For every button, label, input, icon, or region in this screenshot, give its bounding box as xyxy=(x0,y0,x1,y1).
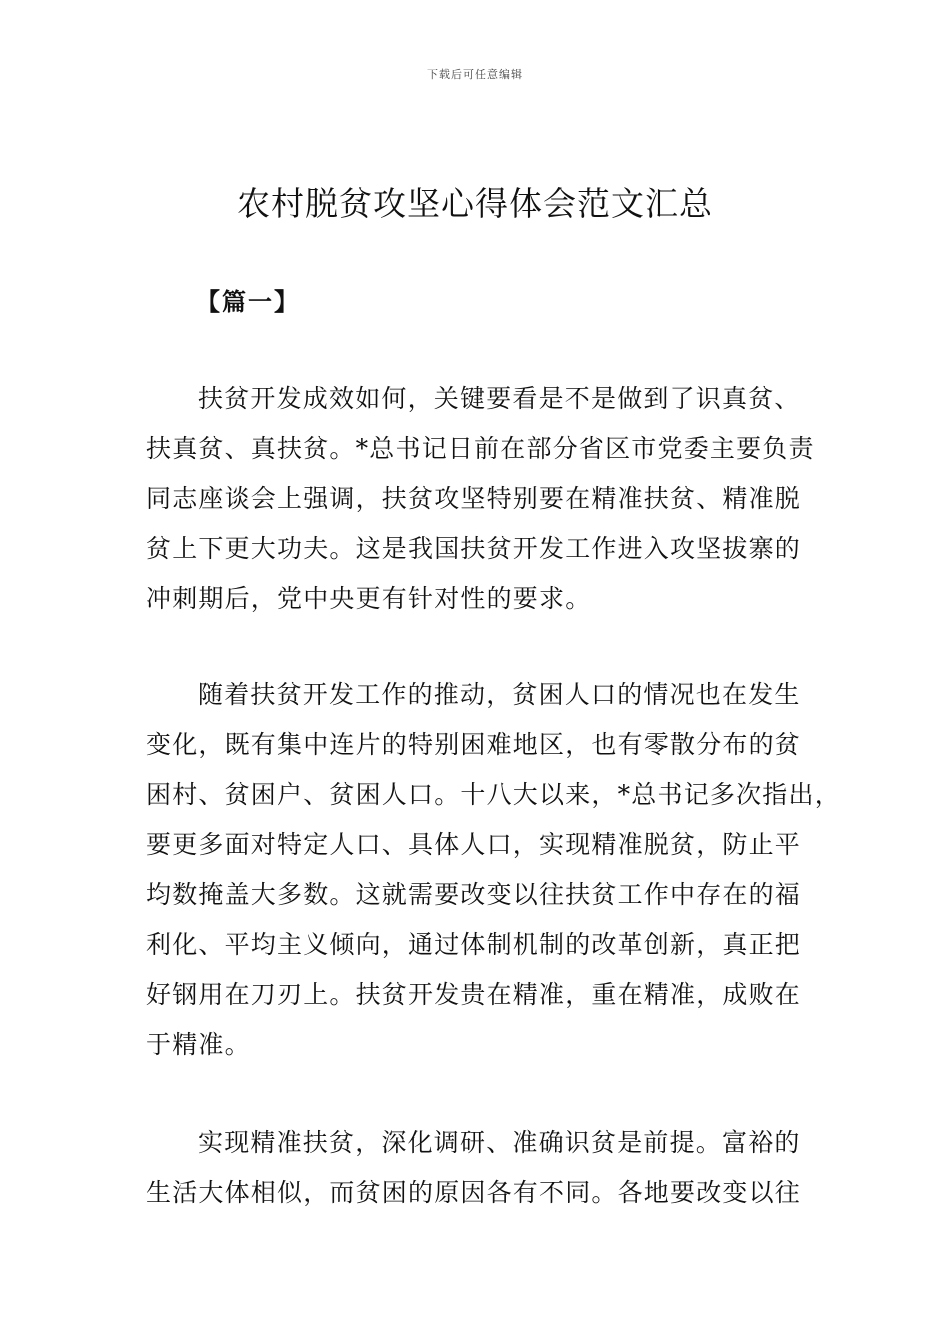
paragraph-line: 随着扶贫开发工作的推动，贫困人口的情况也在发生 xyxy=(198,680,801,709)
paragraph-line: 贫上下更大功夫。这是我国扶贫开发工作进入攻坚拔寨的 xyxy=(146,534,802,563)
paragraph-line: 于精准。 xyxy=(146,1030,251,1059)
paragraph-line: 利化、平均主义倾向，通过体制机制的改革创新，真正把 xyxy=(146,930,802,959)
paragraph-1 xyxy=(146,374,815,624)
paragraph-2 xyxy=(146,670,841,1070)
paragraph-line: 困村、贫困户、贫困人口。十八大以来，*总书记多次指出， xyxy=(146,780,841,809)
paragraph-line: 生活大体相似，而贫困的原因各有不同。各地要改变以往 xyxy=(146,1178,802,1207)
paragraph-3 xyxy=(146,1118,810,1218)
header-note: 下载后可任意编辑 xyxy=(427,68,523,81)
section-label: 【篇一】 xyxy=(196,287,300,316)
paragraph-line: 实现精准扶贫，深化调研、准确识贫是前提。富裕的 xyxy=(198,1128,801,1157)
paragraph-line: 扶贫开发成效如何，关键要看是不是做到了识真贫、 xyxy=(198,384,801,413)
paragraph-line: 冲刺期后，党中央更有针对性的要求。 xyxy=(146,584,592,613)
paragraph-line: 扶真贫、真扶贫。*总书记日前在部分省区市党委主要负责 xyxy=(146,434,815,463)
paragraph-line: 要更多面对特定人口、具体人口，实现精准脱贫，防止平 xyxy=(146,830,802,859)
paragraph-line: 变化，既有集中连片的特别困难地区，也有零散分布的贫 xyxy=(146,730,802,759)
paragraph-line: 均数掩盖大多数。这就需要改变以往扶贫工作中存在的福 xyxy=(146,880,802,909)
document-title: 农村脱贫攻坚心得体会范文汇总 xyxy=(237,184,713,223)
paragraph-line: 同志座谈会上强调，扶贫攻坚特别要在精准扶贫、精准脱 xyxy=(146,484,802,513)
paragraph-line: 好钢用在刀刃上。扶贫开发贵在精准，重在精准，成败在 xyxy=(146,980,802,1009)
